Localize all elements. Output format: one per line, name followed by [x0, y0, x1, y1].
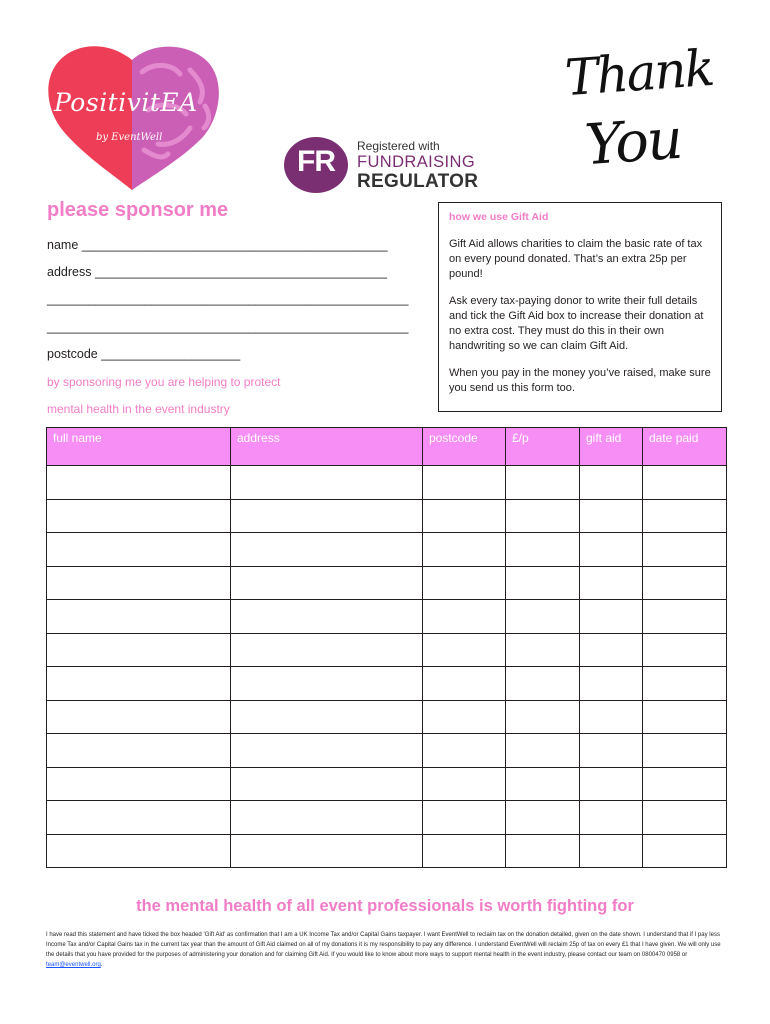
sponsor-table: [46, 427, 727, 868]
table-cell-date-paid[interactable]: [643, 700, 727, 734]
table-row: [47, 834, 727, 868]
table-cell-gift-aid[interactable]: [580, 566, 643, 600]
table-cell-postcode[interactable]: [423, 633, 506, 667]
gift-aid-para2: Ask every tax-paying donor to write their full details and tick the Gift Aid box to increase their donation at no extra cost. They must do this in their own handwriting so we can claim Gift Aid.: [449, 295, 704, 352]
table-cell-full-name[interactable]: [47, 600, 231, 634]
table-cell--p[interactable]: [506, 533, 580, 567]
table-cell--p[interactable]: [506, 466, 580, 500]
table-cell-address[interactable]: [231, 600, 423, 634]
table-cell-date-paid[interactable]: [643, 566, 727, 600]
table-cell-full-name[interactable]: [47, 499, 231, 533]
table-cell-address[interactable]: [231, 466, 423, 500]
table-cell-address[interactable]: [231, 834, 423, 868]
fundraising-regulator-logo: [284, 134, 494, 196]
tagline: the mental health of all event professionals is worth fighting for: [136, 897, 634, 915]
positivitea-logo: [40, 40, 230, 190]
helping-text-line2: mental health in the event industry: [47, 402, 230, 416]
table-cell-gift-aid[interactable]: [580, 600, 643, 634]
table-cell-full-name[interactable]: [47, 533, 231, 567]
table-cell-postcode[interactable]: [423, 834, 506, 868]
table-row: [47, 667, 727, 701]
column-header-postcode: postcode: [423, 428, 506, 466]
table-cell-date-paid[interactable]: [643, 767, 727, 801]
table-cell-gift-aid[interactable]: [580, 700, 643, 734]
table-cell-full-name[interactable]: [47, 667, 231, 701]
table-cell-address[interactable]: [231, 801, 423, 835]
table-cell-gift-aid[interactable]: [580, 801, 643, 835]
table-cell-full-name[interactable]: [47, 566, 231, 600]
table-cell--p[interactable]: [506, 633, 580, 667]
regulator-line2: FUNDRAISING: [357, 153, 476, 171]
table-cell-address[interactable]: [231, 533, 423, 567]
table-row: [47, 533, 727, 567]
table-cell-date-paid[interactable]: [643, 633, 727, 667]
table-cell-gift-aid[interactable]: [580, 499, 643, 533]
address-line2-field[interactable]: ____________________________________________________: [47, 292, 409, 306]
table-row: [47, 700, 727, 734]
table-cell-gift-aid[interactable]: [580, 633, 643, 667]
table-cell-gift-aid[interactable]: [580, 734, 643, 768]
table-row: [47, 767, 727, 801]
declaration-period: .: [100, 962, 103, 968]
contact-email-link[interactable]: team@eventwell.org: [46, 962, 101, 968]
table-cell-full-name[interactable]: [47, 834, 231, 868]
table-cell-postcode[interactable]: [423, 801, 506, 835]
table-cell-address[interactable]: [231, 700, 423, 734]
gift-aid-declaration: [46, 930, 728, 970]
table-cell-date-paid[interactable]: [643, 801, 727, 835]
table-cell-date-paid[interactable]: [643, 499, 727, 533]
table-cell-postcode[interactable]: [423, 667, 506, 701]
table-cell-full-name[interactable]: [47, 700, 231, 734]
column-header-address: address: [231, 428, 423, 466]
table-cell-postcode[interactable]: [423, 499, 506, 533]
table-row: [47, 566, 727, 600]
table-cell-address[interactable]: [231, 767, 423, 801]
table-cell--p[interactable]: [506, 834, 580, 868]
page-title: please sponsor me: [47, 199, 229, 221]
table-cell--p[interactable]: [506, 734, 580, 768]
address-line3-field[interactable]: ____________________________________________________: [47, 320, 409, 334]
table-cell-gift-aid[interactable]: [580, 767, 643, 801]
fr-badge-text: FR: [297, 145, 335, 178]
table-row: [47, 499, 727, 533]
table-cell-full-name[interactable]: [47, 633, 231, 667]
gift-aid-para3: When you pay in the money you’ve raised, make sure you send us this form too.: [449, 367, 711, 394]
table-cell-postcode[interactable]: [423, 767, 506, 801]
table-cell-address[interactable]: [231, 499, 423, 533]
column-header-gift-aid: gift aid: [580, 428, 643, 466]
table-cell-gift-aid[interactable]: [580, 466, 643, 500]
table-cell-full-name[interactable]: [47, 767, 231, 801]
table-cell-date-paid[interactable]: [643, 734, 727, 768]
column-header-amount: £/p: [506, 428, 580, 466]
table-cell-gift-aid[interactable]: [580, 533, 643, 567]
table-row: [47, 801, 727, 835]
table-header-row: [47, 428, 727, 466]
gift-aid-title: how we use Gift Aid: [449, 211, 549, 223]
table-cell-gift-aid[interactable]: [580, 667, 643, 701]
table-cell-postcode[interactable]: [423, 466, 506, 500]
table-cell-address[interactable]: [231, 667, 423, 701]
table-cell-address[interactable]: [231, 633, 423, 667]
table-row: [47, 633, 727, 667]
table-row: [47, 600, 727, 634]
table-cell-address[interactable]: [231, 566, 423, 600]
gift-aid-para1: Gift Aid allows charities to claim the basic rate of tax on every pound donated. That’s an extra 25p per pound!: [449, 238, 703, 280]
table-cell-postcode[interactable]: [423, 600, 506, 634]
table-cell-postcode[interactable]: [423, 700, 506, 734]
table-cell-postcode[interactable]: [423, 734, 506, 768]
logo-wordmark: PositivitEA: [54, 88, 198, 117]
table-cell-postcode[interactable]: [423, 533, 506, 567]
table-cell-address[interactable]: [231, 734, 423, 768]
table-cell-postcode[interactable]: [423, 566, 506, 600]
table-cell--p[interactable]: [506, 667, 580, 701]
table-cell-full-name[interactable]: [47, 801, 231, 835]
table-cell--p[interactable]: [506, 566, 580, 600]
table-cell-date-paid[interactable]: [643, 466, 727, 500]
table-cell-full-name[interactable]: [47, 734, 231, 768]
table-row: [47, 466, 727, 500]
regulator-line3: REGULATOR: [357, 171, 479, 192]
table-cell--p[interactable]: [506, 801, 580, 835]
table-cell--p[interactable]: [506, 700, 580, 734]
postcode-field[interactable]: postcode ____________________: [47, 347, 241, 361]
table-body: [47, 466, 727, 868]
table-cell--p[interactable]: [506, 499, 580, 533]
name-field[interactable]: name ____________________________________________: [47, 238, 388, 252]
table-cell-date-paid[interactable]: [643, 600, 727, 634]
table-cell-full-name[interactable]: [47, 466, 231, 500]
gift-aid-info-box: [438, 202, 722, 412]
table-cell-date-paid[interactable]: [643, 834, 727, 868]
regulator-line1: Registered with: [357, 139, 440, 153]
column-header-full-name: full name: [47, 428, 231, 466]
thank-text: Thank: [563, 38, 715, 108]
declaration-text: I have read this statement and have ticked the box headed ‘Gift Aid’ as confirmation that I am a UK Income Tax and/or Capital Gains taxpayer. I want EventWell to reclaim tax on the donation detailed, given on the date shown. I understand that if I pay less Income Tax and/or Capital Gains tax in the current tax year than the amount of Gift Aid claimed on all of my donations it is my responsibility to pay any difference. I understand EventWell will reclaim 25p of tax on every £1 that I have given. We will only use the details that you have provided for the purposes of administering your donation and for claiming Gift Aid. If you would like to know about more ways to support mental health in the event industry, please contact our team on 0800470 0958 or: [46, 932, 721, 958]
table-cell-date-paid[interactable]: [643, 533, 727, 567]
table-cell--p[interactable]: [506, 600, 580, 634]
column-header-date-paid: date paid: [643, 428, 727, 466]
table-cell-date-paid[interactable]: [643, 667, 727, 701]
address-field[interactable]: address __________________________________________: [47, 265, 387, 279]
you-text: You: [582, 106, 684, 179]
helping-text-line1: by sponsoring me you are helping to protect: [47, 375, 281, 389]
logo-subtitle: by EventWell: [96, 132, 163, 143]
table-row: [47, 734, 727, 768]
table-cell--p[interactable]: [506, 767, 580, 801]
table-cell-gift-aid[interactable]: [580, 834, 643, 868]
